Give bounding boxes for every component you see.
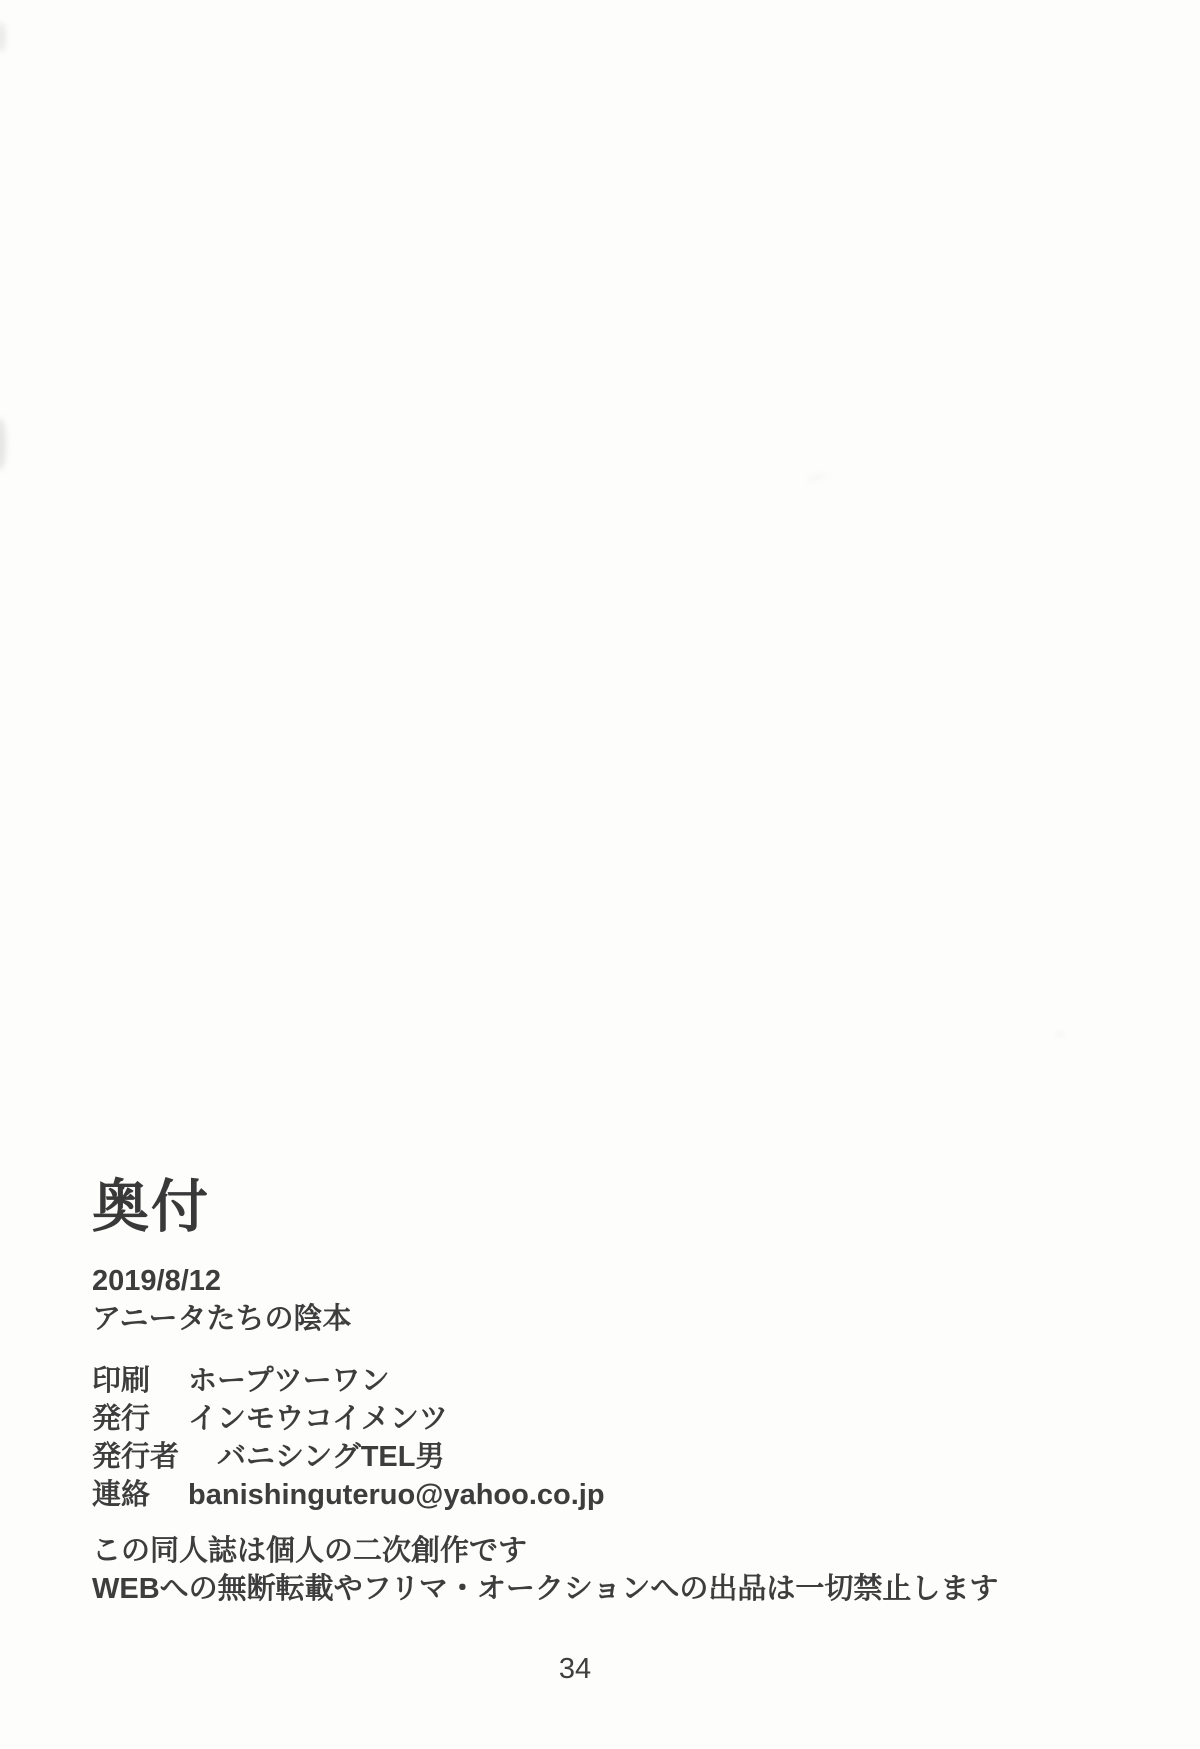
credit-label: 連絡: [92, 1479, 151, 1511]
credit-row-contact-email: [92, 1476, 998, 1514]
credit-value: ホープツーワン: [188, 1365, 390, 1397]
credit-row-printer: [92, 1362, 998, 1400]
copyright-notice: [92, 1532, 998, 1608]
scan-artifact: [1055, 1032, 1065, 1036]
scan-artifact: [806, 473, 828, 483]
scan-artifact: [0, 22, 6, 52]
publication-meta: [92, 1262, 998, 1338]
notice-line: この同人誌は個人の二次創作です: [92, 1535, 528, 1567]
credit-gap: [150, 1362, 188, 1400]
contact-email: banishinguteruo@yahoo.co.jp: [188, 1479, 605, 1511]
credit-label: 発行: [92, 1403, 151, 1435]
book-title: アニータたちの陰本: [92, 1303, 352, 1335]
credit-gap: [150, 1400, 188, 1438]
credits-list: [92, 1362, 998, 1514]
colophon-block: [92, 1172, 998, 1608]
scan-artifact: [0, 418, 6, 470]
credit-value: バニシングTEL男: [217, 1441, 445, 1473]
credit-label: 印刷: [92, 1365, 151, 1397]
credit-row-publisher-circle: [92, 1400, 998, 1438]
notice-line: WEBへの無断転載やフリマ・オークションへの出品は一切禁止します: [92, 1573, 999, 1605]
page-number: 34: [558, 1653, 592, 1685]
credit-value: インモウコイメンツ: [188, 1403, 448, 1435]
credit-row-author: [92, 1438, 998, 1476]
publication-date: 2019/8/12: [92, 1265, 222, 1297]
credit-label: 発行者: [92, 1441, 180, 1473]
credit-gap: [179, 1438, 217, 1476]
colophon-heading: 奥付: [92, 1175, 210, 1239]
credit-gap: [150, 1476, 188, 1514]
